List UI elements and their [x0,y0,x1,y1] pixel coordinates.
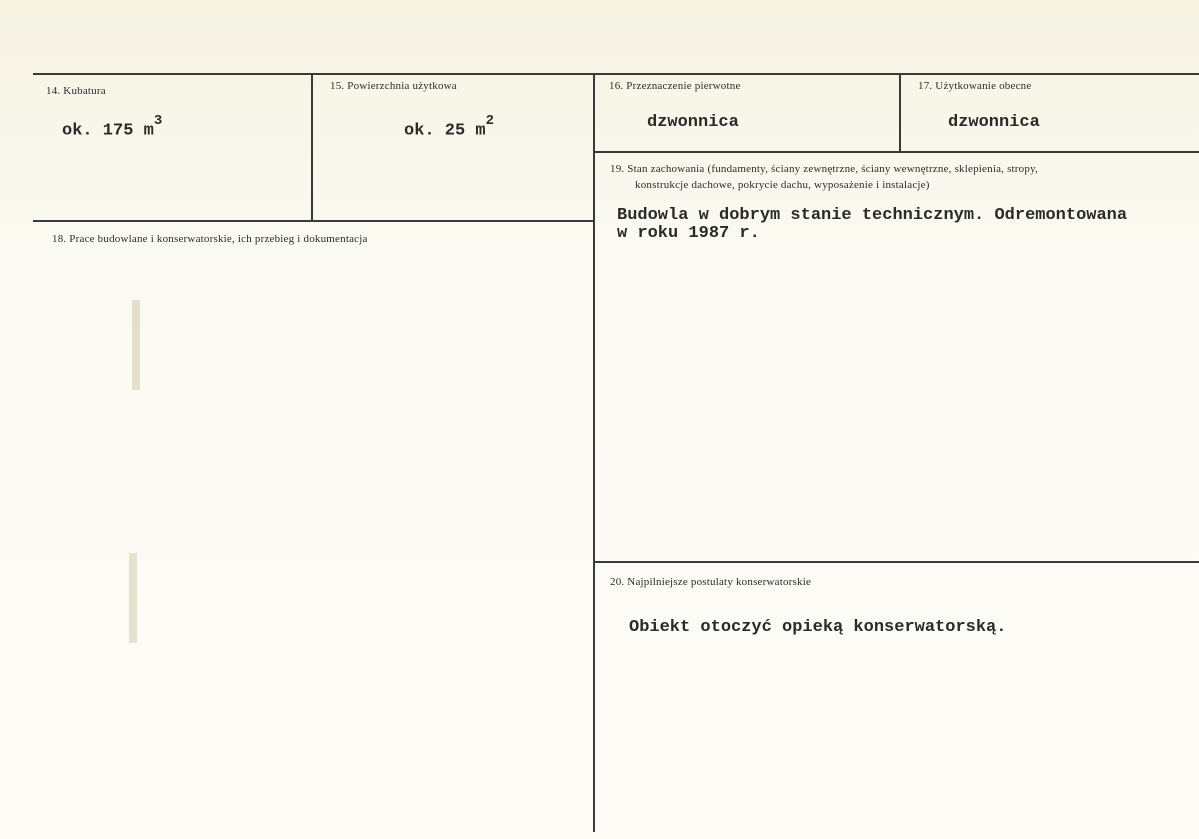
center-divider [593,73,595,832]
row1-bottom-rule-left [33,220,595,222]
field-15-value: ok. 25 $m^2$ [404,113,495,141]
paper-mark [129,553,137,643]
field-16-value: dzwonnica [647,113,739,132]
field-16-label: 16. Przeznaczenie pierwotne [609,80,741,92]
field-17-label: 17. Użytkowanie obecne [918,80,1032,92]
field-18-label: 18. Prace budowlane i konserwatorskie, ich przebieg i dokumentacja [52,233,368,245]
field-14-value: ok. 175 $m^3$ [62,113,163,141]
field-19-label: 19. Stan zachowania (fundamenty, ściany zewnętrzne, ściany wewnętrzne, sklepienia, stropy, [610,163,1039,175]
top-rule [33,73,1199,75]
field-20-label: 20. Najpilniejsze postulaty konserwatorskie [610,576,812,588]
field-17-value: dzwonnica [948,113,1040,132]
divider-16-17 [899,73,901,152]
section19-bottom-rule [595,561,1199,563]
paper-mark [132,300,140,390]
field-15-label: 15. Powierzchnia użytkowa [330,80,457,92]
divider-14-15 [311,73,313,221]
field-20-value: Obiekt otoczyć opieką konserwatorską. [629,618,1007,637]
field-14-label: 14. Kubatura [46,85,106,97]
row1-bottom-rule-right [595,151,1199,153]
field-19-label-continued: konstrukcje dachowe, pokrycie dachu, wyposażenie i instalacje) [635,179,930,191]
field-19-value-line1: Budowla w dobrym stanie technicznym. Odremontowana [617,206,1128,225]
field-19-value-line2: w roku 1987 r. [617,224,760,243]
